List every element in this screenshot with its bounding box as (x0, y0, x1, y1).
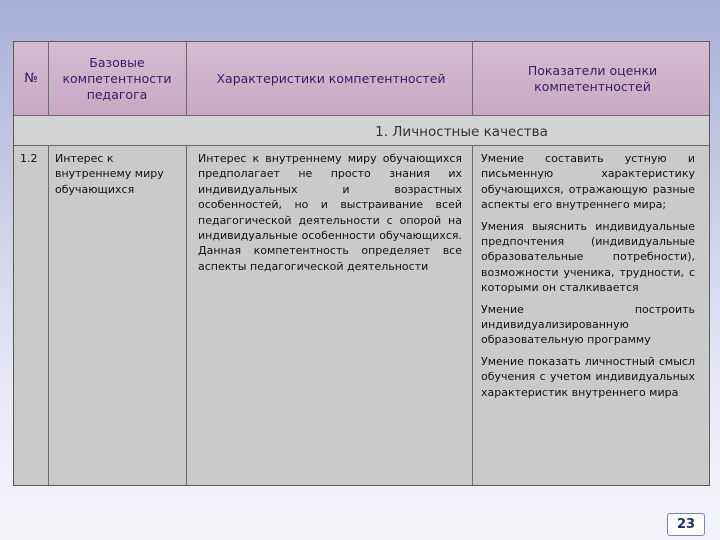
header-characteristics: Характеристики компетентностей (216, 71, 446, 86)
divider (472, 146, 473, 485)
competence-table (13, 41, 710, 486)
row-competence: Интерес к внутреннему миру обучающихся (55, 152, 164, 196)
divider (48, 42, 49, 116)
page-number: 23 (667, 513, 705, 536)
divider (48, 146, 49, 485)
indicator-item: Умения выяснить индивидуальные предпочтения (индивидуальные образовательные потребности), возможности ученика, трудности, с которыми он сталкивается (481, 219, 695, 295)
indicator-item: Умение составить устную и письменную характеристику обучающихся, отражающую разные аспекты его внутреннего мира; (481, 152, 695, 212)
row-indicators (481, 146, 695, 406)
table-row (14, 146, 709, 485)
row-num: 1.2 (20, 152, 38, 165)
divider (186, 42, 187, 116)
table-header (14, 42, 709, 116)
header-competence: Базовые компетентности педагога (62, 55, 172, 102)
divider (472, 42, 473, 116)
section-title: 1. Личностные качества (14, 116, 709, 146)
divider (186, 146, 187, 485)
row-characteristic: Интерес к внутреннему миру обучающихся предполагает не просто знания их индивидуальных и возрастных особенностей, но и выстраивание всей педагогической деятельности с опорой на индивидуальные особенности обучающихся. Данная компетентность определяет все аспекты педагогической деятельности (198, 152, 462, 273)
indicator-item: Умение показать личностный смысл обучения с учетом индивидуальных характеристик внутреннего мира (481, 354, 695, 399)
header-indicators: Показатели оценки компетентностей (527, 63, 658, 94)
header-num: № (24, 71, 38, 86)
indicator-item: Умение построить индивидуализированную образовательную программу (481, 302, 695, 347)
